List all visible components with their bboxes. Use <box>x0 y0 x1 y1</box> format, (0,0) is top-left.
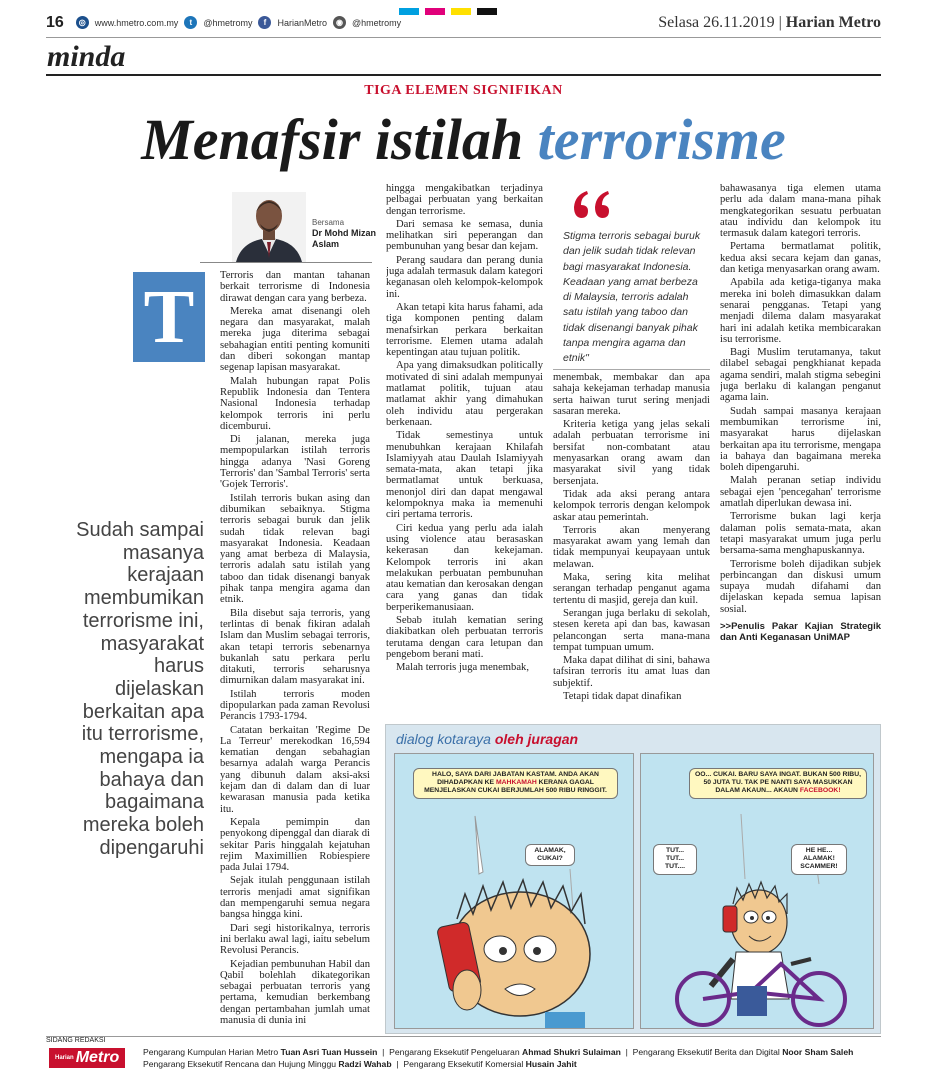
paragraph: menembak, membakar dan apa sahaja kekejaman terhadap manusia serta haiwan turut sering menjadi sasaran mereka. <box>553 372 710 417</box>
twitter-handle[interactable]: @hmetromy <box>203 17 253 28</box>
paragraph: Terrorisme boleh dijadikan subjek perbincangan dan diskusi umum supaya mudah difahami dan dijelaskan kepada semua lapisan sosial. <box>720 558 881 615</box>
headline-part2: terrorisme <box>537 107 786 172</box>
social-links <box>76 16 401 29</box>
author-block <box>232 192 376 262</box>
paragraph: Dari semasa ke semasa, dunia melihatkan siri peperangan dan pembunuhan yang besar dan kejam. <box>386 218 543 253</box>
facebook-icon: f <box>258 16 271 29</box>
twitter-icon: t <box>184 16 197 29</box>
paragraph: Serangan juga berlaku di sekolah, stesen kereta api dan bas, kawasan pelancongan serta mana-mana tempat tumpuan umum. <box>553 607 710 653</box>
paragraph: Sebab itulah kematian sering diakibatkan oleh perbuatan terroris terutama dengan cara letupan dan pengebom berani mati. <box>386 614 543 660</box>
quote-divider <box>553 369 710 370</box>
facebook-handle[interactable]: HarianMetro <box>277 17 327 28</box>
paragraph: Tidak ada aksi perang antara kelompok terroris dengan kelompok askar atau pemerintah. <box>553 488 710 523</box>
speech-bubble: ALAMAK, CUKAI? <box>525 844 575 866</box>
paragraph: Tidak semestinya untuk menubuhkan kerajaan Khilafah Islamiyyah atau Daulah Islamiyyah semata-mata, akan tetapi jika bermatlamat untuk berkuasa, menonjol diri dan dapat mengawal kelompoknya maka ia memenuhi ciri pertama terroris. <box>386 430 543 521</box>
speech-bubble: TUT... TUT... TUT.... <box>653 844 697 875</box>
paragraph: Dari segi historikalnya, terroris ini berlaku awal lagi, iaitu sebelum Revolusi Perancis. <box>220 922 370 957</box>
author-note: >>Penulis Pakar Kajian Strategik dan Anti Keganasan UniMAP <box>720 620 881 644</box>
reg-mark-cyan <box>399 8 419 15</box>
comic-panel-2 <box>640 753 874 1029</box>
quote-mark-icon <box>571 187 611 223</box>
comic-title <box>396 731 578 747</box>
comic-title-main: dialog kotaraya <box>396 731 491 747</box>
paragraph: Kriteria ketiga yang jelas sekali adalah perbuatan terrorisme ini bersifat non-combatant atau menyasarkan orang awam dan masyarakat sivil yang tidak bersenjata. <box>553 419 710 487</box>
reg-mark-black <box>477 8 497 15</box>
quote-text: Stigma terroris sebagai buruk dan jelik sudah tidak relevan bagi masyarakat Indonesia. Keadaan yang amat berbeza di Malaysia, terroris adalah satu istilah yang taboo dan tidak disenangi banyak pihak tanpa mengira agama dan etnik" <box>563 230 701 365</box>
article-column-1 <box>220 270 370 1028</box>
comic-title-author: oleh juragan <box>494 731 579 747</box>
globe-icon: ◎ <box>76 16 89 29</box>
reg-mark-yellow <box>451 8 471 15</box>
paragraph: hingga mengakibatkan terjadinya pelbagai perbuatan yang berkaitan dengan terrorisme. <box>386 183 543 217</box>
paragraph: Akan tetapi kita harus fahami, ada tiga komponen penting dalam menafsirkan perkara berkaitan terrorisme. Elemen utama adalah kepentingan atau tujuan politik. <box>386 301 543 359</box>
paragraph: Istilah terroris bukan asing dan dibumikan sebaiknya. Stigma terroris sebagai buruk dan jelik sudah tidak relevan bagi masyarakat Indonesia. Keadaan yang amat berbeza di Malaysia, terroris adalah satu istilah yang taboo dan tidak disenangi banyak pihak tanpa mengira agama dan etnik. <box>220 492 370 606</box>
paragraph: Sejak itulah penggunaan istilah terroris menjadi amat signifikan dan mempengaruhi semua negara bangsa hingga kini. <box>220 875 370 921</box>
instagram-handle[interactable]: @hmetromy <box>352 17 402 28</box>
author-divider <box>200 262 372 263</box>
footer-divider <box>46 1036 881 1037</box>
paragraph: Istilah terroris moden dipopularkan pada zaman Revolusi Perancis 1793-1794. <box>220 688 370 723</box>
website-link[interactable]: www.hmetro.com.my <box>94 17 179 28</box>
paragraph: Malah peranan setiap individu sebagai ejen 'pencegahan' terrorisme amatlah diperlukan dewasa ini. <box>720 475 881 510</box>
headline-part1: Menafsir istilah <box>141 107 524 172</box>
article-column-2 <box>386 183 543 713</box>
pull-quote: Sudah sampai masanya kerajaan membumikan terrorisme ini, masyarakat harus dijelaskan berkaitan apa itu terrorisme, mengapa ia bahaya dan bagaimana mereka boleh dipengaruhi <box>76 519 204 859</box>
paragraph: Di jalanan, mereka juga mempopularkan istilah terroris hingga adanya 'Nasi Goreng Terroris' dan 'Sambal Terroris' serta 'Gojek Terroris'. <box>220 434 370 491</box>
paragraph: Tetapi tidak dapat dinafikan <box>563 691 682 703</box>
paragraph: Pertama bermatlamat politik, kedua aksi secara kejam dan ganas, dan ketiga menyasarkan orang awam. <box>720 241 881 276</box>
author-name: Dr Mohd Mizan Aslam <box>312 228 376 249</box>
speech-bubble: HE HE... ALAMAK! SCAMMER! <box>791 844 847 875</box>
paragraph: Malah terroris juga menembak, <box>396 662 529 674</box>
paragraph: Terroris dan mantan tahanan berkait terrorisme di Indonesia dirawat dengan cara yang berbeza. <box>220 270 370 304</box>
harian-metro-logo: $^{Harian}$ Metro <box>49 1048 125 1068</box>
registration-marks <box>399 8 497 15</box>
paragraph: Sudah sampai masanya kerajaan membumikan terrorisme ini, masyarakat harus dijelaskan berkaitan apa itu terrorisme, mengapa ia bahaya dan bagaimana mereka boleh dipengaruhi. <box>720 405 881 474</box>
paragraph: Bila disebut saja terroris, yang terlintas di benak fikiran adalah Islam dan Muslim sebagai terroris, akan tetapi terroris sebenarnya bukanlah satu perkara perlu ditakuti, terroris seharusnya dimurnikan dalam masyarakat ini. <box>220 607 370 687</box>
instagram-icon: ◉ <box>333 16 346 29</box>
comic-strip <box>385 724 881 1034</box>
editorial-line-2: Pengarang Eksekutif Rencana dan Hujung Minggu Radzi Wahab | Pengarang Eksekutif Komersial Husain Jahit <box>143 1059 577 1069</box>
issue-date: Selasa 26.11.2019 | Harian Metro <box>658 13 881 31</box>
paragraph: Terrorisme bukan lagi kerja dalaman polis semata-mata, akan tetapi masyarakat umum juga perlu bersama-sama menghapuskannya. <box>720 511 881 557</box>
paragraph: bahawasanya tiga elemen utama perlu ada dalam mana-mana pihak mengkategorikan sesuatu perbuatan atau individu dan kelompok itu termasuk dalam kategori terroris. <box>720 183 881 240</box>
page-number: 16 <box>46 13 64 31</box>
editorial-board-label: SIDANG REDAKSI <box>46 1037 106 1044</box>
paragraph: Apabila ada ketiga-tiganya maka mereka ini boleh dimasukkan dalam senarai pengganas. Tetapi yang menjadi dilema dalam masyarakat hari ini adalah ketika membicarakan isu terrorisme. <box>720 277 881 345</box>
headline <box>0 104 927 176</box>
paragraph: Apa yang dimaksudkan politically motivated di sini adalah mempunyai matlamat politik, tujuan atau matlamat akhir yang dimahukan oleh individu atau pergerakan berkenaan. <box>386 360 543 428</box>
paragraph: Catatan berkaitan 'Regime De La Terreur' merekodkan 16,594 kematian dengan sebahagian besarnya adalah warga Perancis yang dibunuh dalam aksi-aksi kejam dan di dalam dan di luar kewarasan manusia pada ketika itu. <box>220 724 370 815</box>
section-label: minda <box>47 40 126 73</box>
drop-cap: T <box>133 272 205 362</box>
paper-name: Harian Metro <box>785 13 881 31</box>
paragraph: Mereka amat disenangi oleh negara dan masyarakat, malah mereka juga diterima sebagai sebahagian entiti penting komuniti dan diberi sokongan mantap segenap lapisan masyarakat. <box>220 305 370 374</box>
speech-bubble: HALO, SAYA DARI JABATAN KASTAM. ANDA AKAN DIHADAPKAN KE MAHKAMAH KERANA GAGAL MENJELASKAN CUKAI BERJUMLAH 500 RIBU RINGGIT. <box>413 768 618 799</box>
reg-mark-magenta <box>425 8 445 15</box>
comic-panel-1 <box>394 753 634 1029</box>
article-column-3 <box>553 372 710 714</box>
paragraph: Perang saudara dan perang dunia juga adalah termasuk dalam kategori keganasan oleh kelompok-kelompok ini. <box>386 254 543 300</box>
speech-bubble: OO... CUKAI. BARU SAYA INGAT. BUKAN 500 RIBU, 50 JUTA TU. TAK PE NANTI SAYA MASUKKAN DALAM AKAUN... AKAUN FACEBOOK! <box>689 768 867 799</box>
paragraph: Bagi Muslim terutamanya, takut dilabel sebagai pengkhianat kepada agama sendiri, malah stigma sebegini juga berlaku di kalangan penganut agama lain. <box>720 347 881 404</box>
paragraph: Terroris akan menyerang masyarakat awam yang lemah dan tidak mempunyai keupayaan untuk melawan. <box>553 524 710 570</box>
article-column-4 <box>720 183 881 713</box>
date-text: Selasa 26.11.2019 <box>658 13 775 31</box>
quote-box <box>553 183 710 368</box>
paragraph: Ciri kedua yang perlu ada ialah using violence atau berasaskan kekerasan dan kekejaman. Kelompok terroris ini akan melakukan perbuatan pembunuhan atau kematian dan kerosakan dengan cara yang ganas dan tidak berperikemanusiaan. <box>386 522 543 613</box>
paragraph: Maka, sering kita melihat serangan terhadap penganut agama tertentu di masjid, gereja dan kuil. <box>553 572 710 606</box>
paragraph: Maka dapat dilihat di sini, bahawa tafsiran terroris itu amat luas dan subjektif. <box>553 655 710 689</box>
paragraph: Kejadian pembunuhan Habil dan Qabil bolehlah dikategorikan sebagai perbuatan terroris yang pertama, kemudian berkembang dengan pertambahan jumlah umat manusia di dunia ini <box>220 958 370 1026</box>
kicker: TIGA ELEMEN SIGNIFIKAN <box>364 83 563 98</box>
paragraph: Malah hubungan rapat Polis Republik Indonesia dan Tentera Nasional Indonesia terhadap kelompok terroris ini perlu dicemburui. <box>220 375 370 432</box>
author-photo <box>232 192 306 262</box>
author-label: Bersama <box>312 218 345 227</box>
section-divider <box>46 74 881 76</box>
editorial-line-1: Pengarang Kumpulan Harian Metro Tuan Asri Tuan Hussein | Pengarang Eksekutif Pengeluaran Ahmad Shukri Sulaiman | Pengarang Eksekutif Berita dan Digital Noor Sham Saleh <box>143 1047 854 1057</box>
paragraph: Kepala pemimpin dan penyokong dipenggal dan diarak di sekitar Paris hinggalah kejatuhan rejim Maximillien Robiespiere pada Julai 1794. <box>220 816 370 874</box>
